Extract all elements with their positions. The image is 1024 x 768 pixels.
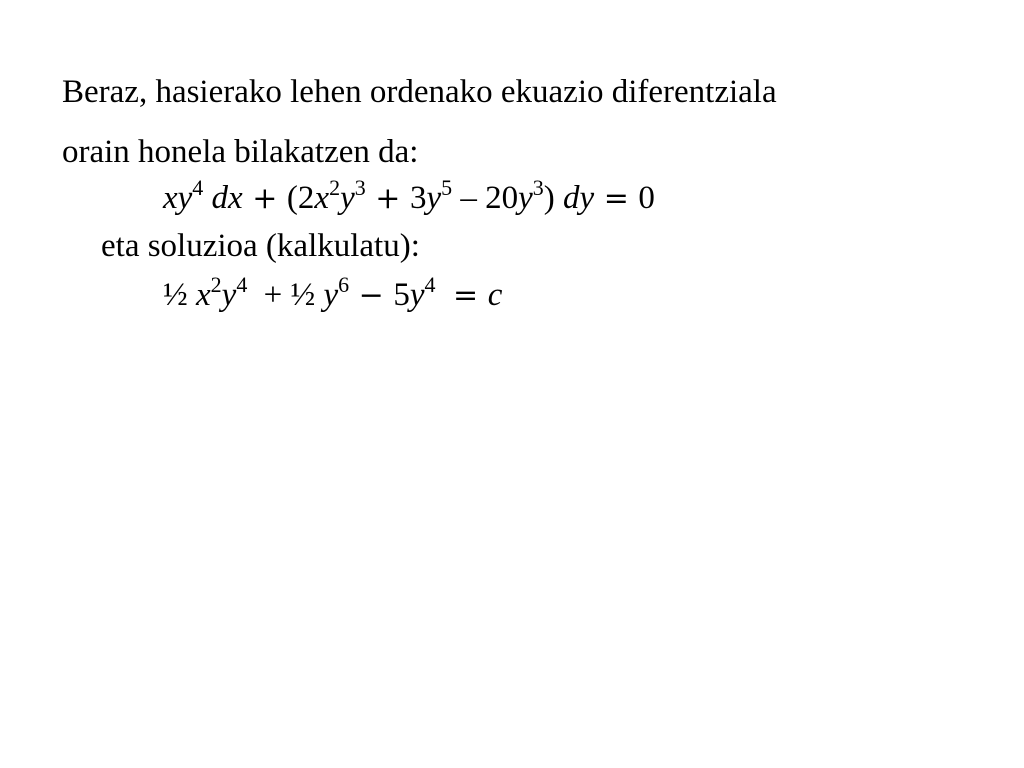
eq-rhs-zero: 0 [638,180,655,216]
solution-label: eta soluzioa (kalkulatu): [101,228,420,264]
sol-var-y: y [323,277,339,313]
sol-exponent: 4 [236,272,248,297]
eq-var-y: y [340,180,355,216]
eq-coefficient: 3 [409,180,427,216]
eq-coefficient: 20 [485,180,519,216]
eq-exponent: 3 [532,175,544,200]
eq-var-x: x [314,180,330,216]
eq-var-y: y [426,180,442,216]
sol-operator-minus: − [349,278,394,313]
sol-exponent: 4 [424,272,436,297]
sol-operator-equals: = [443,278,488,313]
sol-coefficient: 5 [393,277,410,313]
sol-var-y: y [221,277,237,313]
sol-half: ½ [163,277,196,313]
sol-var-x: x [196,277,211,313]
sol-constant-c: c [487,277,503,313]
eq-exponent: 2 [329,175,341,200]
eq-exponent: 3 [354,175,366,200]
intro-text-line-2: orain honela bilakatzen da: [62,134,419,170]
eq-var-y: y [518,180,533,216]
solution-equation [163,272,503,313]
sol-half: ½ [290,277,324,313]
eq-operator-plus: + [242,181,287,216]
eq-term-dx: dx [203,180,243,216]
eq-exponent: 5 [441,175,453,200]
sol-operator-plus: + [255,277,291,313]
eq-term-xy: xy [163,180,193,216]
eq-term-dy: dy [554,180,595,216]
eq-paren-open-coef: (2 [286,180,315,216]
intro-text-line-1: Beraz, hasierako lehen ordenako ekuazio diferentziala [62,74,777,110]
eq-operator-minus: – [452,180,486,216]
sol-var-y: y [409,277,425,313]
eq-operator-equals: = [594,181,639,216]
eq-operator-plus: + [365,181,410,216]
sol-exponent: 2 [210,272,222,297]
differential-equation [163,175,655,216]
eq-paren-close: ) [543,180,555,216]
sol-exponent: 6 [338,272,350,297]
eq-exponent: 4 [192,175,204,200]
